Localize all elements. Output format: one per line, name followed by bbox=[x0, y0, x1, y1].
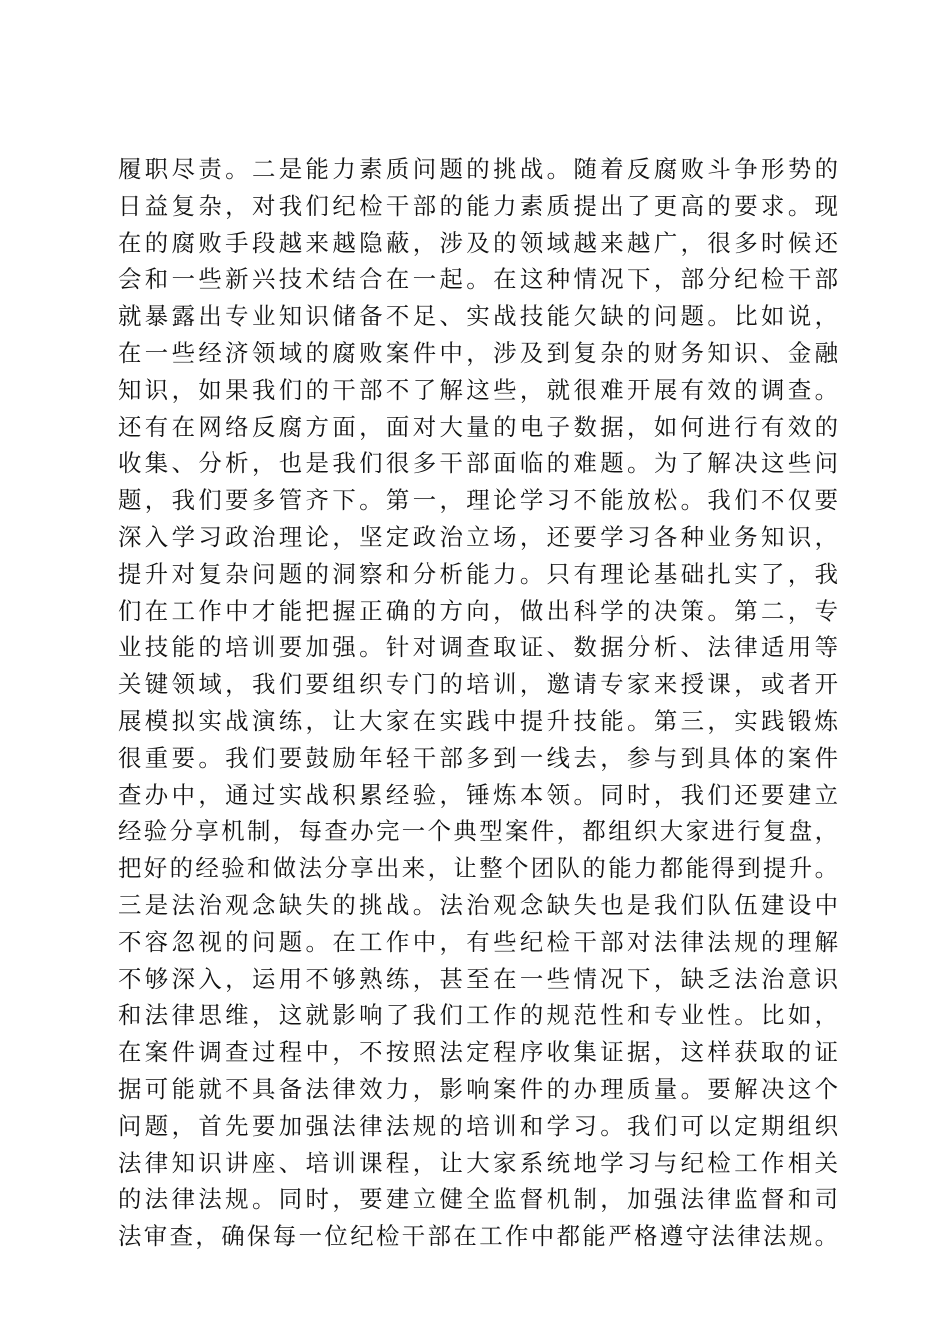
text-line: 题，我们要多管齐下。第一，理论学习不能放松。我们不仅要 bbox=[118, 486, 838, 515]
text-line: 提升对复杂问题的洞察和分析能力。只有理论基础扎实了，我 bbox=[118, 559, 838, 588]
text-line: 知识，如果我们的干部不了解这些，就很难开展有效的调查。 bbox=[118, 375, 838, 404]
text-line: 关键领域，我们要组织专门的培训，邀请专家来授课，或者开 bbox=[118, 670, 838, 699]
text-line: 履职尽责。二是能力素质问题的挑战。随着反腐败斗争形势的 bbox=[118, 155, 838, 183]
text-line: 三是法治观念缺失的挑战。法治观念缺失也是我们队伍建设中 bbox=[118, 890, 838, 919]
text-line: 在案件调查过程中，不按照法定程序收集证据，这样获取的证 bbox=[118, 1038, 838, 1067]
text-line: 还有在网络反腐方面，面对大量的电子数据，如何进行有效的 bbox=[118, 412, 838, 441]
body-text bbox=[118, 151, 838, 1255]
text-line: 查办中，通过实战积累经验，锤炼本领。同时，我们还要建立 bbox=[118, 780, 838, 809]
text-line: 的法律法规。同时，要建立健全监督机制，加强法律监督和司 bbox=[118, 1185, 838, 1214]
text-line: 不够深入，运用不够熟练，甚至在一些情况下，缺乏法治意识 bbox=[118, 964, 838, 993]
text-line: 业技能的培训要加强。针对调查取证、数据分析、法律适用等 bbox=[118, 633, 838, 662]
text-line: 收集、分析，也是我们很多干部面临的难题。为了解决这些问 bbox=[118, 449, 838, 478]
text-line: 日益复杂，对我们纪检干部的能力素质提出了更高的要求。现 bbox=[118, 191, 838, 220]
text-line: 会和一些新兴技术结合在一起。在这种情况下，部分纪检干部 bbox=[118, 265, 838, 294]
text-line: 经验分享机制，每查办完一个典型案件，都组织大家进行复盘， bbox=[118, 817, 838, 846]
text-line: 就暴露出专业知识储备不足、实战技能欠缺的问题。比如说， bbox=[118, 302, 838, 331]
text-line: 把好的经验和做法分享出来，让整个团队的能力都能得到提升。 bbox=[118, 854, 838, 883]
text-line: 很重要。我们要鼓励年轻干部多到一线去，参与到具体的案件 bbox=[118, 743, 838, 772]
text-line: 展模拟实战演练，让大家在实践中提升技能。第三，实践锻炼 bbox=[118, 706, 838, 735]
text-line: 据可能就不具备法律效力，影响案件的办理质量。要解决这个 bbox=[118, 1074, 838, 1103]
text-line: 在一些经济领域的腐败案件中，涉及到复杂的财务知识、金融 bbox=[118, 338, 838, 367]
text-line: 和法律思维，这就影响了我们工作的规范性和专业性。比如， bbox=[118, 1001, 838, 1030]
text-line: 在的腐败手段越来越隐蔽，涉及的领域越来越广，很多时候还 bbox=[118, 228, 838, 257]
text-line: 深入学习政治理论，坚定政治立场，还要学习各种业务知识， bbox=[118, 522, 838, 551]
text-line: 们在工作中才能把握正确的方向，做出科学的决策。第二，专 bbox=[118, 596, 838, 625]
text-line: 问题，首先要加强法律法规的培训和学习。我们可以定期组织 bbox=[118, 1111, 838, 1140]
text-line: 法律知识讲座、培训课程，让大家系统地学习与纪检工作相关 bbox=[118, 1148, 838, 1177]
text-line: 不容忽视的问题。在工作中，有些纪检干部对法律法规的理解 bbox=[118, 927, 838, 956]
text-line: 法审查，确保每一位纪检干部在工作中都能严格遵守法律法规。 bbox=[118, 1222, 838, 1251]
